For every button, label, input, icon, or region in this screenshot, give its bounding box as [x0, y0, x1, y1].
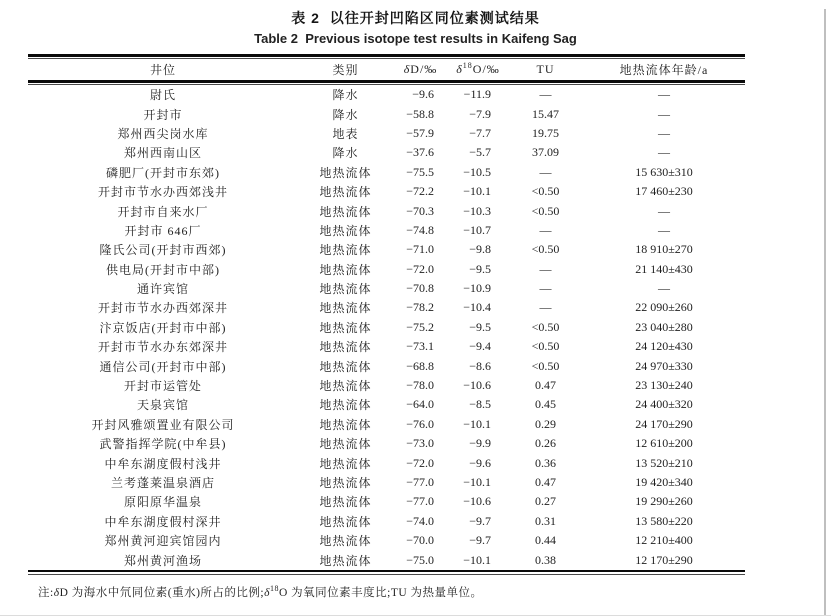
cell-age: 23 040±280 — [635, 319, 693, 334]
cell-dD: −70.3 — [406, 203, 434, 218]
table-row — [28, 240, 745, 259]
isotope-table — [28, 54, 745, 575]
cell-tu: <0.50 — [531, 358, 560, 373]
cell-well: 开封市运管处 — [123, 379, 202, 394]
cell-age: 13 520±210 — [635, 455, 693, 470]
cell-dD: −74.8 — [406, 222, 434, 237]
cell-category: 降水 — [332, 107, 359, 122]
rule-thick-line — [28, 570, 745, 573]
header-delta-18o — [448, 62, 508, 77]
cell-category: 地热流体 — [319, 534, 372, 549]
cell-dD: −72.0 — [406, 455, 434, 470]
table-row — [28, 337, 745, 356]
cell-d18O: −8.5 — [469, 397, 491, 412]
cell-category: 地热流体 — [319, 359, 372, 374]
cell-well: 开封风雅颂置业有限公司 — [91, 417, 235, 432]
cell-d18O: −7.7 — [469, 125, 491, 140]
table-row — [28, 182, 745, 201]
table-row — [28, 318, 745, 337]
cell-d18O: −9.9 — [469, 436, 491, 451]
cell-age: 13 580±220 — [635, 513, 693, 528]
cell-tu: — — [539, 261, 552, 276]
cell-dD: −75.2 — [406, 319, 434, 334]
header-category: 类别 — [332, 63, 359, 77]
cell-category: 地热流体 — [319, 165, 372, 180]
cell-well: 开封市自来水厂 — [117, 204, 209, 219]
table-row — [28, 104, 745, 123]
cell-category: 地热流体 — [319, 379, 372, 394]
cell-category: 地表 — [332, 126, 359, 141]
cell-age: — — [658, 145, 670, 160]
cell-tu: <0.50 — [531, 203, 560, 218]
cell-dD: −76.0 — [406, 416, 434, 431]
cell-dD: −77.0 — [406, 475, 434, 489]
cell-age: 22 090±260 — [635, 300, 693, 315]
cell-age: 12 610±200 — [635, 436, 693, 451]
cell-d18O: −5.7 — [469, 145, 491, 160]
cell-age: 12 210±400 — [635, 533, 693, 548]
cell-well: 郑州黄河渔场 — [123, 553, 202, 568]
table-row — [28, 143, 745, 162]
cell-d18O: −10.7 — [463, 222, 491, 237]
table-row — [28, 356, 745, 375]
cell-well: 中牟东湖度假村深井 — [104, 514, 222, 529]
cell-category: 降水 — [332, 88, 359, 103]
cell-dD: −64.0 — [406, 397, 434, 412]
table-row — [28, 163, 745, 182]
cell-dD: −57.9 — [406, 125, 434, 140]
cell-d18O: −10.6 — [463, 494, 491, 509]
cell-well: 郑州黄河迎宾馆园内 — [104, 534, 222, 549]
cell-dD: −70.8 — [406, 281, 434, 296]
cell-tu: <0.50 — [531, 184, 560, 199]
cell-tu: <0.50 — [531, 319, 560, 334]
cell-dD: −9.6 — [412, 87, 434, 102]
table-row — [28, 492, 745, 511]
superscript-18: 18 — [269, 583, 279, 593]
cell-tu: 0.47 — [535, 475, 556, 489]
table-row — [28, 124, 745, 143]
cell-well: 供电局(开封市中部) — [106, 262, 220, 277]
table-row — [28, 279, 745, 298]
footnote-segment-2: O 为氧同位素丰度比;TU 为热量单位。 — [278, 586, 483, 599]
cell-d18O: −11.9 — [463, 87, 491, 102]
cell-d18O: −7.9 — [469, 106, 491, 121]
cell-d18O: −10.1 — [463, 184, 491, 199]
cell-tu: <0.50 — [531, 339, 560, 354]
cell-well: 开封市节水办西郊深井 — [97, 301, 228, 316]
cell-dD: −70.0 — [406, 533, 434, 548]
table-row — [28, 201, 745, 220]
cell-d18O: −10.9 — [463, 281, 491, 296]
table-row — [28, 453, 745, 472]
header-well: 井位 — [149, 63, 176, 77]
cell-category: 地热流体 — [319, 262, 372, 277]
table-row — [28, 512, 745, 531]
cell-d18O: −9.7 — [469, 513, 491, 528]
cell-age: 24 400±320 — [635, 397, 693, 412]
cell-dD: −78.0 — [406, 378, 434, 393]
cell-well: 通许宾馆 — [136, 282, 189, 297]
cell-category: 地热流体 — [319, 495, 372, 510]
table-body — [28, 85, 745, 570]
cell-age: 24 120±430 — [635, 339, 693, 354]
cell-d18O: −10.5 — [463, 164, 491, 179]
cell-tu: — — [539, 300, 552, 315]
cell-d18O: −10.1 — [463, 416, 491, 431]
cell-tu: 0.47 — [535, 378, 556, 393]
cell-well: 汴京饭店(开封市中部) — [99, 320, 227, 335]
table-bottom-rule — [28, 570, 745, 575]
cell-well: 磷肥厂(开封市东郊) — [106, 165, 220, 180]
table-row — [28, 85, 745, 104]
cell-dD: −72.0 — [406, 261, 434, 276]
cell-d18O: −9.5 — [469, 261, 491, 276]
cell-tu: 0.27 — [535, 494, 556, 509]
cell-well: 兰考蓬莱温泉酒店 — [110, 476, 215, 490]
cell-well: 开封市 — [143, 107, 183, 122]
cell-tu: 0.38 — [535, 552, 556, 567]
cell-well: 通信公司(开封市中部) — [99, 359, 227, 374]
cell-category: 地热流体 — [319, 204, 372, 219]
cell-well: 开封市节水办东郊深井 — [97, 340, 228, 355]
cell-age: — — [658, 222, 670, 237]
delta-symbol: δ — [264, 586, 270, 599]
cell-category: 地热流体 — [319, 398, 372, 413]
cell-d18O: −8.6 — [469, 358, 491, 373]
cell-tu: 0.36 — [535, 455, 556, 470]
delta-symbol: δ — [403, 62, 411, 76]
cell-age: 19 420±340 — [635, 475, 693, 489]
header-age: 地热流体年龄/a — [619, 63, 709, 77]
cell-age: 23 130±240 — [635, 378, 693, 393]
table-title-en: Table 2 Previous isotope test results in Kaifeng Sag — [254, 31, 577, 46]
table-row — [28, 473, 745, 492]
cell-age: 18 910±270 — [635, 242, 693, 257]
cell-dD: −73.1 — [406, 339, 434, 354]
cell-tu: 19.75 — [532, 125, 559, 140]
cell-well: 开封市 646厂 — [124, 223, 202, 238]
cell-d18O: −9.6 — [469, 455, 491, 470]
cell-dD: −75.5 — [406, 164, 434, 179]
footnote-prefix: 注: — [38, 586, 54, 599]
cell-age: — — [658, 281, 670, 296]
cell-d18O: −10.6 — [463, 378, 491, 393]
cell-age: 17 460±230 — [635, 184, 693, 199]
cell-d18O: −9.4 — [469, 339, 491, 354]
cell-well: 隆氏公司(开封市西郊) — [99, 243, 227, 258]
cell-d18O: −9.8 — [469, 242, 491, 257]
cell-dD: −75.0 — [406, 552, 434, 567]
header-delta-18o-text: O/‰ — [472, 62, 500, 76]
cell-dD: −78.2 — [406, 300, 434, 315]
cell-tu: 0.45 — [535, 397, 556, 412]
cell-tu: — — [539, 164, 552, 179]
cell-age: — — [658, 203, 670, 218]
cell-category: 地热流体 — [319, 456, 372, 471]
cell-dD: −73.0 — [406, 436, 434, 451]
page-right-border — [824, 9, 826, 616]
cell-category: 地热流体 — [319, 320, 372, 335]
table-row — [28, 531, 745, 550]
cell-tu: — — [539, 87, 552, 102]
cell-d18O: −10.1 — [463, 475, 491, 489]
cell-well: 原阳原华温泉 — [123, 495, 202, 510]
cell-tu: — — [539, 281, 552, 296]
header-tu: TU — [536, 62, 555, 76]
cell-tu: 37.09 — [532, 145, 559, 160]
cell-tu: 0.26 — [535, 436, 556, 451]
cell-tu: <0.50 — [531, 242, 560, 257]
table-row — [28, 434, 745, 453]
delta-symbol: δ — [456, 62, 463, 76]
cell-tu: 0.44 — [535, 533, 556, 548]
rule-thick-line — [28, 54, 745, 57]
cell-dD: −74.0 — [406, 513, 434, 528]
superscript-18: 18 — [462, 61, 473, 70]
cell-dD: −68.8 — [406, 358, 434, 373]
cell-age: 21 140±430 — [635, 261, 693, 276]
cell-category: 地热流体 — [319, 437, 372, 452]
header-delta-d-text: D/‰ — [410, 62, 438, 76]
table-title-zh: 表 2 以往开封凹陷区同位素测试结果 — [291, 10, 540, 26]
table-row — [28, 260, 745, 279]
cell-category: 地热流体 — [319, 185, 372, 200]
table-row — [28, 395, 745, 414]
cell-well: 中牟东湖度假村浅井 — [104, 456, 222, 471]
cell-category: 地热流体 — [319, 476, 372, 490]
cell-tu: — — [539, 222, 552, 237]
cell-well: 尉氏 — [149, 88, 176, 103]
cell-category: 地热流体 — [319, 243, 372, 258]
table-row — [28, 415, 745, 434]
cell-age: 24 170±290 — [635, 416, 693, 431]
cell-age: — — [658, 87, 670, 102]
cell-category: 地热流体 — [319, 223, 372, 238]
table-row — [28, 221, 745, 240]
table-row — [28, 550, 745, 569]
cell-well: 郑州西尖岗水库 — [117, 126, 209, 141]
cell-category: 地热流体 — [319, 301, 372, 316]
cell-category: 地热流体 — [319, 553, 372, 568]
cell-age: — — [658, 106, 670, 121]
cell-d18O: −10.1 — [463, 552, 491, 567]
cell-well: 天泉宾馆 — [136, 398, 189, 413]
table-footnote — [38, 584, 831, 600]
cell-tu: 0.31 — [535, 513, 556, 528]
cell-d18O: −10.3 — [463, 203, 491, 218]
cell-age: 19 290±260 — [635, 494, 693, 509]
table-row — [28, 376, 745, 395]
cell-dD: −77.0 — [406, 494, 434, 509]
table-row — [28, 298, 745, 317]
cell-well: 武警指挥学院(中牟县) — [99, 437, 227, 452]
footnote-segment-1: D 为海水中氘同位素(重水)所占的比例; — [59, 586, 265, 599]
cell-well: 开封市节水办西郊浅井 — [97, 185, 228, 200]
cell-d18O: −9.5 — [469, 319, 491, 334]
header-delta-d — [393, 62, 448, 77]
delta-symbol: δ — [53, 586, 60, 599]
table-header-row — [28, 59, 745, 80]
cell-dD: −72.2 — [406, 184, 434, 199]
cell-category: 地热流体 — [319, 514, 372, 529]
cell-tu: 0.29 — [535, 416, 556, 431]
cell-age: 24 970±330 — [635, 358, 693, 373]
rule-thick-line — [28, 80, 745, 83]
cell-well: 郑州西南山区 — [123, 146, 202, 161]
cell-age: 15 630±310 — [635, 164, 693, 179]
cell-dD: −71.0 — [406, 242, 434, 257]
cell-dD: −58.8 — [406, 106, 434, 121]
rule-thin-line — [28, 574, 745, 575]
cell-dD: −37.6 — [406, 145, 434, 160]
cell-category: 地热流体 — [319, 340, 372, 355]
cell-category: 降水 — [332, 146, 359, 161]
cell-category: 地热流体 — [319, 417, 372, 432]
cell-category: 地热流体 — [319, 282, 372, 297]
cell-age: — — [658, 125, 670, 140]
cell-d18O: −10.4 — [463, 300, 491, 315]
page — [0, 9, 831, 616]
cell-d18O: −9.7 — [469, 533, 491, 548]
cell-tu: 15.47 — [532, 106, 559, 121]
cell-age: 12 170±290 — [635, 552, 693, 567]
